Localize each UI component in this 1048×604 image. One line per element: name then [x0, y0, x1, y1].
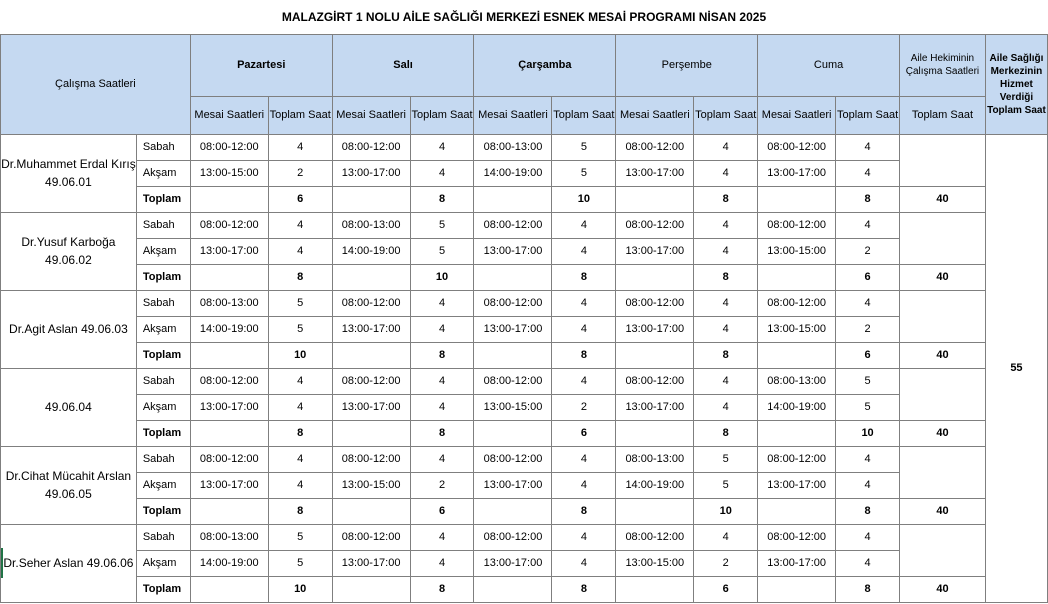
aile-hekimi-empty-cell: [900, 446, 986, 498]
mesai-saatleri-cell: 08:00-12:00: [758, 212, 836, 238]
mesai-saatleri-cell: 13:00-15:00: [616, 550, 694, 576]
toplam-saat-cell: 4: [694, 524, 758, 550]
aile-hekimi-empty-cell: [900, 368, 986, 420]
table-row-aksam: [1, 550, 1048, 576]
toplam-saat-header: Toplam Saat: [900, 96, 986, 134]
toplam-saat-cell: 4: [268, 394, 332, 420]
toplam-saat-cell: 4: [552, 550, 616, 576]
aile-hekimi-header: Aile Hekiminin Çalışma Saatleri: [900, 34, 986, 96]
day-total-cell: 8: [552, 498, 616, 524]
mesai-saatleri-header: Mesai Saatleri: [474, 96, 552, 134]
toplam-saat-cell: 5: [552, 134, 616, 160]
doctor-name: 49.06.04: [1, 368, 137, 446]
empty-cell: [190, 186, 268, 212]
mesai-saatleri-cell: 08:00-12:00: [758, 134, 836, 160]
toplam-saat-cell: 5: [268, 524, 332, 550]
week-total-cell: 40: [900, 264, 986, 290]
day-total-cell: 8: [694, 342, 758, 368]
table-row-toplam: [1, 420, 1048, 446]
mesai-saatleri-cell: 13:00-17:00: [616, 160, 694, 186]
empty-cell: [474, 576, 552, 602]
table-row-toplam: [1, 498, 1048, 524]
shift-label-sabah: Sabah: [136, 134, 190, 160]
day-total-cell: 8: [410, 186, 474, 212]
toplam-saat-cell: 2: [268, 160, 332, 186]
mesai-saatleri-cell: 13:00-17:00: [332, 394, 410, 420]
table-row-aksam: [1, 316, 1048, 342]
empty-cell: [616, 264, 694, 290]
toplam-saat-cell: 4: [836, 134, 900, 160]
toplam-saat-cell: 4: [552, 290, 616, 316]
toplam-saat-cell: 4: [836, 212, 900, 238]
mesai-saatleri-cell: 08:00-12:00: [190, 368, 268, 394]
mesai-saatleri-cell: 08:00-13:00: [758, 368, 836, 394]
empty-cell: [758, 498, 836, 524]
day-total-cell: 6: [836, 264, 900, 290]
aile-hekimi-empty-cell: [900, 524, 986, 576]
mesai-saatleri-cell: 08:00-12:00: [616, 212, 694, 238]
mesai-saatleri-cell: 14:00-19:00: [474, 160, 552, 186]
doctor-name: Dr.Agit Aslan 49.06.03: [1, 290, 137, 368]
day-total-cell: 10: [410, 264, 474, 290]
mesai-saatleri-cell: 13:00-17:00: [190, 394, 268, 420]
empty-cell: [616, 576, 694, 602]
mesai-saatleri-cell: 14:00-19:00: [190, 550, 268, 576]
shift-label-sabah: Sabah: [136, 524, 190, 550]
doctor-name: Dr.Seher Aslan 49.06.06: [1, 524, 137, 602]
mesai-saatleri-cell: 13:00-17:00: [190, 238, 268, 264]
week-total-cell: 40: [900, 498, 986, 524]
mesai-saatleri-cell: 08:00-12:00: [474, 290, 552, 316]
toplam-saat-cell: 4: [694, 316, 758, 342]
mesai-saatleri-cell: 08:00-12:00: [190, 134, 268, 160]
toplam-saat-cell: 4: [694, 134, 758, 160]
empty-cell: [474, 186, 552, 212]
mesai-saatleri-cell: 13:00-17:00: [474, 472, 552, 498]
toplam-saat-cell: 4: [836, 290, 900, 316]
mesai-saatleri-cell: 13:00-17:00: [332, 316, 410, 342]
toplam-saat-cell: 4: [694, 290, 758, 316]
toplam-saat-cell: 4: [410, 446, 474, 472]
table-row-sabah: [1, 368, 1048, 394]
toplam-saat-cell: 4: [836, 524, 900, 550]
mesai-saatleri-cell: 08:00-13:00: [190, 524, 268, 550]
mesai-saatleri-cell: 08:00-12:00: [332, 446, 410, 472]
toplam-label: Toplam: [136, 186, 190, 212]
day-header-carsamba: Çarşamba: [474, 34, 616, 96]
toplam-saat-cell: 4: [552, 238, 616, 264]
toplam-saat-cell: 5: [836, 394, 900, 420]
day-total-cell: 6: [268, 186, 332, 212]
toplam-saat-cell: 5: [836, 368, 900, 394]
toplam-saat-cell: 4: [410, 394, 474, 420]
week-total-cell: 40: [900, 576, 986, 602]
day-total-cell: 8: [268, 498, 332, 524]
empty-cell: [332, 420, 410, 446]
toplam-saat-cell: 5: [694, 472, 758, 498]
week-total-cell: 40: [900, 342, 986, 368]
toplam-saat-cell: 4: [410, 550, 474, 576]
day-total-cell: 10: [694, 498, 758, 524]
toplam-saat-header: Toplam Saat: [410, 96, 474, 134]
toplam-saat-cell: 4: [410, 134, 474, 160]
toplam-saat-header: Toplam Saat: [268, 96, 332, 134]
day-total-cell: 8: [694, 186, 758, 212]
mesai-saatleri-cell: 08:00-12:00: [474, 524, 552, 550]
day-total-cell: 8: [836, 576, 900, 602]
mesai-saatleri-header: Mesai Saatleri: [758, 96, 836, 134]
asm-hizmet-header: Aile Sağlığı Merkezinin Hizmet Verdiği Toplam Saat: [985, 34, 1047, 134]
table-row-aksam: [1, 238, 1048, 264]
table-row-aksam: [1, 394, 1048, 420]
toplam-saat-cell: 4: [410, 316, 474, 342]
toplam-saat-cell: 4: [552, 368, 616, 394]
table-row-toplam: [1, 264, 1048, 290]
shift-label-aksam: Akşam: [136, 394, 190, 420]
mesai-saatleri-cell: 13:00-17:00: [758, 550, 836, 576]
empty-cell: [616, 420, 694, 446]
toplam-saat-cell: 4: [552, 212, 616, 238]
mesai-saatleri-cell: 13:00-17:00: [190, 472, 268, 498]
toplam-saat-cell: 4: [836, 472, 900, 498]
day-header-sali: Salı: [332, 34, 474, 96]
mesai-saatleri-cell: 13:00-17:00: [616, 394, 694, 420]
empty-cell: [190, 264, 268, 290]
mesai-saatleri-cell: 13:00-17:00: [474, 238, 552, 264]
mesai-saatleri-cell: 14:00-19:00: [190, 316, 268, 342]
toplam-saat-cell: 4: [836, 446, 900, 472]
toplam-saat-cell: 4: [410, 368, 474, 394]
mesai-saatleri-cell: 08:00-12:00: [616, 524, 694, 550]
mesai-saatleri-cell: 08:00-12:00: [616, 290, 694, 316]
toplam-saat-cell: 2: [836, 238, 900, 264]
mesai-saatleri-cell: 14:00-19:00: [758, 394, 836, 420]
mesai-saatleri-cell: 08:00-12:00: [616, 368, 694, 394]
aile-hekimi-empty-cell: [900, 290, 986, 342]
shift-label-aksam: Akşam: [136, 160, 190, 186]
toplam-saat-cell: 4: [268, 238, 332, 264]
empty-cell: [474, 342, 552, 368]
toplam-saat-cell: 5: [268, 316, 332, 342]
mesai-saatleri-cell: 13:00-17:00: [332, 160, 410, 186]
day-total-cell: 8: [694, 420, 758, 446]
toplam-saat-header: Toplam Saat: [694, 96, 758, 134]
toplam-saat-cell: 2: [836, 316, 900, 342]
toplam-saat-header: Toplam Saat: [552, 96, 616, 134]
toplam-saat-cell: 4: [694, 212, 758, 238]
week-total-cell: 40: [900, 186, 986, 212]
mesai-saatleri-cell: 13:00-15:00: [474, 394, 552, 420]
day-total-cell: 10: [552, 186, 616, 212]
empty-cell: [758, 420, 836, 446]
mesai-saatleri-cell: 08:00-12:00: [332, 290, 410, 316]
empty-cell: [474, 498, 552, 524]
shift-label-aksam: Akşam: [136, 316, 190, 342]
day-header-pazartesi: Pazartesi: [190, 34, 332, 96]
mesai-saatleri-cell: 08:00-13:00: [474, 134, 552, 160]
empty-cell: [474, 264, 552, 290]
mesai-saatleri-cell: 08:00-13:00: [616, 446, 694, 472]
toplam-label: Toplam: [136, 342, 190, 368]
table-row-sabah: [1, 290, 1048, 316]
empty-cell: [758, 576, 836, 602]
aile-hekimi-empty-cell: [900, 134, 986, 186]
toplam-saat-cell: 4: [268, 134, 332, 160]
asm-total-cell: 55: [985, 134, 1047, 602]
toplam-label: Toplam: [136, 576, 190, 602]
table-row-aksam: [1, 160, 1048, 186]
day-total-cell: 8: [552, 264, 616, 290]
toplam-saat-cell: 4: [552, 472, 616, 498]
mesai-saatleri-header: Mesai Saatleri: [190, 96, 268, 134]
toplam-saat-cell: 5: [694, 446, 758, 472]
toplam-saat-cell: 2: [694, 550, 758, 576]
toplam-saat-cell: 4: [694, 368, 758, 394]
toplam-saat-cell: 5: [410, 238, 474, 264]
toplam-label: Toplam: [136, 264, 190, 290]
day-total-cell: 8: [552, 342, 616, 368]
day-total-cell: 8: [268, 264, 332, 290]
mesai-saatleri-cell: 08:00-12:00: [190, 212, 268, 238]
empty-cell: [332, 264, 410, 290]
empty-cell: [190, 576, 268, 602]
table-row-toplam: [1, 186, 1048, 212]
shift-label-aksam: Akşam: [136, 238, 190, 264]
mesai-saatleri-cell: 13:00-17:00: [616, 238, 694, 264]
toplam-saat-cell: 4: [836, 160, 900, 186]
table-row-sabah: [1, 524, 1048, 550]
table-row-aksam: [1, 472, 1048, 498]
empty-cell: [332, 186, 410, 212]
mesai-saatleri-cell: 08:00-12:00: [190, 446, 268, 472]
toplam-saat-header: Toplam Saat: [836, 96, 900, 134]
doctor-name: Dr.Cihat Mücahit Arslan 49.06.05: [1, 446, 137, 524]
mesai-saatleri-cell: 13:00-15:00: [758, 238, 836, 264]
mesai-saatleri-cell: 13:00-17:00: [474, 316, 552, 342]
table-row-sabah: [1, 212, 1048, 238]
shift-label-sabah: Sabah: [136, 212, 190, 238]
day-total-cell: 8: [410, 576, 474, 602]
toplam-label: Toplam: [136, 420, 190, 446]
empty-cell: [190, 420, 268, 446]
mesai-saatleri-cell: 08:00-13:00: [190, 290, 268, 316]
empty-cell: [332, 576, 410, 602]
toplam-saat-cell: 4: [268, 368, 332, 394]
toplam-saat-cell: 4: [694, 394, 758, 420]
mesai-saatleri-cell: 08:00-12:00: [332, 134, 410, 160]
toplam-saat-cell: 5: [552, 160, 616, 186]
toplam-saat-cell: 4: [836, 550, 900, 576]
mesai-saatleri-cell: 13:00-17:00: [616, 316, 694, 342]
aile-hekimi-empty-cell: [900, 212, 986, 264]
day-total-cell: 10: [268, 342, 332, 368]
toplam-saat-cell: 5: [268, 290, 332, 316]
day-total-cell: 8: [694, 264, 758, 290]
empty-cell: [758, 186, 836, 212]
mesai-saatleri-cell: 13:00-15:00: [758, 316, 836, 342]
toplam-saat-cell: 4: [410, 524, 474, 550]
day-total-cell: 8: [552, 576, 616, 602]
empty-cell: [616, 186, 694, 212]
empty-cell: [758, 342, 836, 368]
mesai-saatleri-cell: 08:00-12:00: [758, 290, 836, 316]
mesai-saatleri-header: Mesai Saatleri: [332, 96, 410, 134]
mesai-saatleri-cell: 13:00-15:00: [332, 472, 410, 498]
week-total-cell: 40: [900, 420, 986, 446]
mesai-saatleri-cell: 13:00-17:00: [332, 550, 410, 576]
mesai-saatleri-cell: 08:00-12:00: [332, 524, 410, 550]
toplam-saat-cell: 4: [694, 238, 758, 264]
day-total-cell: 6: [694, 576, 758, 602]
mesai-saatleri-cell: 08:00-13:00: [332, 212, 410, 238]
toplam-saat-cell: 4: [268, 446, 332, 472]
mesai-saatleri-cell: 08:00-12:00: [332, 368, 410, 394]
mesai-saatleri-cell: 08:00-12:00: [758, 446, 836, 472]
mesai-saatleri-cell: 14:00-19:00: [332, 238, 410, 264]
empty-cell: [616, 498, 694, 524]
empty-cell: [616, 342, 694, 368]
day-total-cell: 8: [836, 186, 900, 212]
mesai-saatleri-cell: 14:00-19:00: [616, 472, 694, 498]
toplam-saat-cell: 5: [410, 212, 474, 238]
toplam-saat-cell: 4: [552, 316, 616, 342]
toplam-saat-cell: 4: [694, 160, 758, 186]
shift-label-aksam: Akşam: [136, 550, 190, 576]
toplam-saat-cell: 2: [410, 472, 474, 498]
mesai-saatleri-cell: 08:00-12:00: [474, 446, 552, 472]
day-total-cell: 6: [410, 498, 474, 524]
mesai-saatleri-cell: 13:00-17:00: [758, 472, 836, 498]
toplam-saat-cell: 4: [410, 290, 474, 316]
day-total-cell: 6: [552, 420, 616, 446]
toplam-saat-cell: 2: [552, 394, 616, 420]
day-total-cell: 8: [836, 498, 900, 524]
mesai-saatleri-cell: 13:00-17:00: [758, 160, 836, 186]
day-header-persembe: Perşembe: [616, 34, 758, 96]
page-title: MALAZGİRT 1 NOLU AİLE SAĞLIĞI MERKEZİ ESNEK MESAİ PROGRAMI NİSAN 2025: [1, 0, 1048, 34]
empty-cell: [332, 342, 410, 368]
table-row-sabah: [1, 446, 1048, 472]
toplam-saat-cell: 4: [410, 160, 474, 186]
mesai-saatleri-cell: 08:00-12:00: [474, 368, 552, 394]
toplam-saat-cell: 4: [552, 524, 616, 550]
shift-label-aksam: Akşam: [136, 472, 190, 498]
toplam-saat-cell: 5: [268, 550, 332, 576]
empty-cell: [474, 420, 552, 446]
table-row-toplam: [1, 342, 1048, 368]
toplam-label: Toplam: [136, 498, 190, 524]
shift-label-sabah: Sabah: [136, 368, 190, 394]
day-total-cell: 8: [268, 420, 332, 446]
mesai-saatleri-cell: 13:00-17:00: [474, 550, 552, 576]
mesai-saatleri-cell: 13:00-15:00: [190, 160, 268, 186]
mesai-saatleri-cell: 08:00-12:00: [758, 524, 836, 550]
table-row-toplam: [1, 576, 1048, 602]
toplam-saat-cell: 4: [268, 212, 332, 238]
empty-cell: [758, 264, 836, 290]
day-total-cell: 8: [410, 420, 474, 446]
empty-cell: [190, 498, 268, 524]
doctor-name: Dr.Yusuf Karboğa 49.06.02: [1, 212, 137, 290]
day-total-cell: 10: [836, 420, 900, 446]
calisma-saatleri-header: Çalışma Saatleri: [1, 34, 191, 134]
empty-cell: [190, 342, 268, 368]
mesai-saatleri-cell: 08:00-12:00: [616, 134, 694, 160]
table-row-sabah: [1, 134, 1048, 160]
shift-label-sabah: Sabah: [136, 290, 190, 316]
day-header-cuma: Cuma: [758, 34, 900, 96]
toplam-saat-cell: 4: [552, 446, 616, 472]
mesai-saatleri-cell: 08:00-12:00: [474, 212, 552, 238]
shift-label-sabah: Sabah: [136, 446, 190, 472]
empty-cell: [332, 498, 410, 524]
mesai-saatleri-header: Mesai Saatleri: [616, 96, 694, 134]
day-total-cell: 8: [410, 342, 474, 368]
day-total-cell: 10: [268, 576, 332, 602]
day-total-cell: 6: [836, 342, 900, 368]
toplam-saat-cell: 4: [268, 472, 332, 498]
doctor-name: Dr.Muhammet Erdal Kırış 49.06.01: [1, 134, 137, 212]
